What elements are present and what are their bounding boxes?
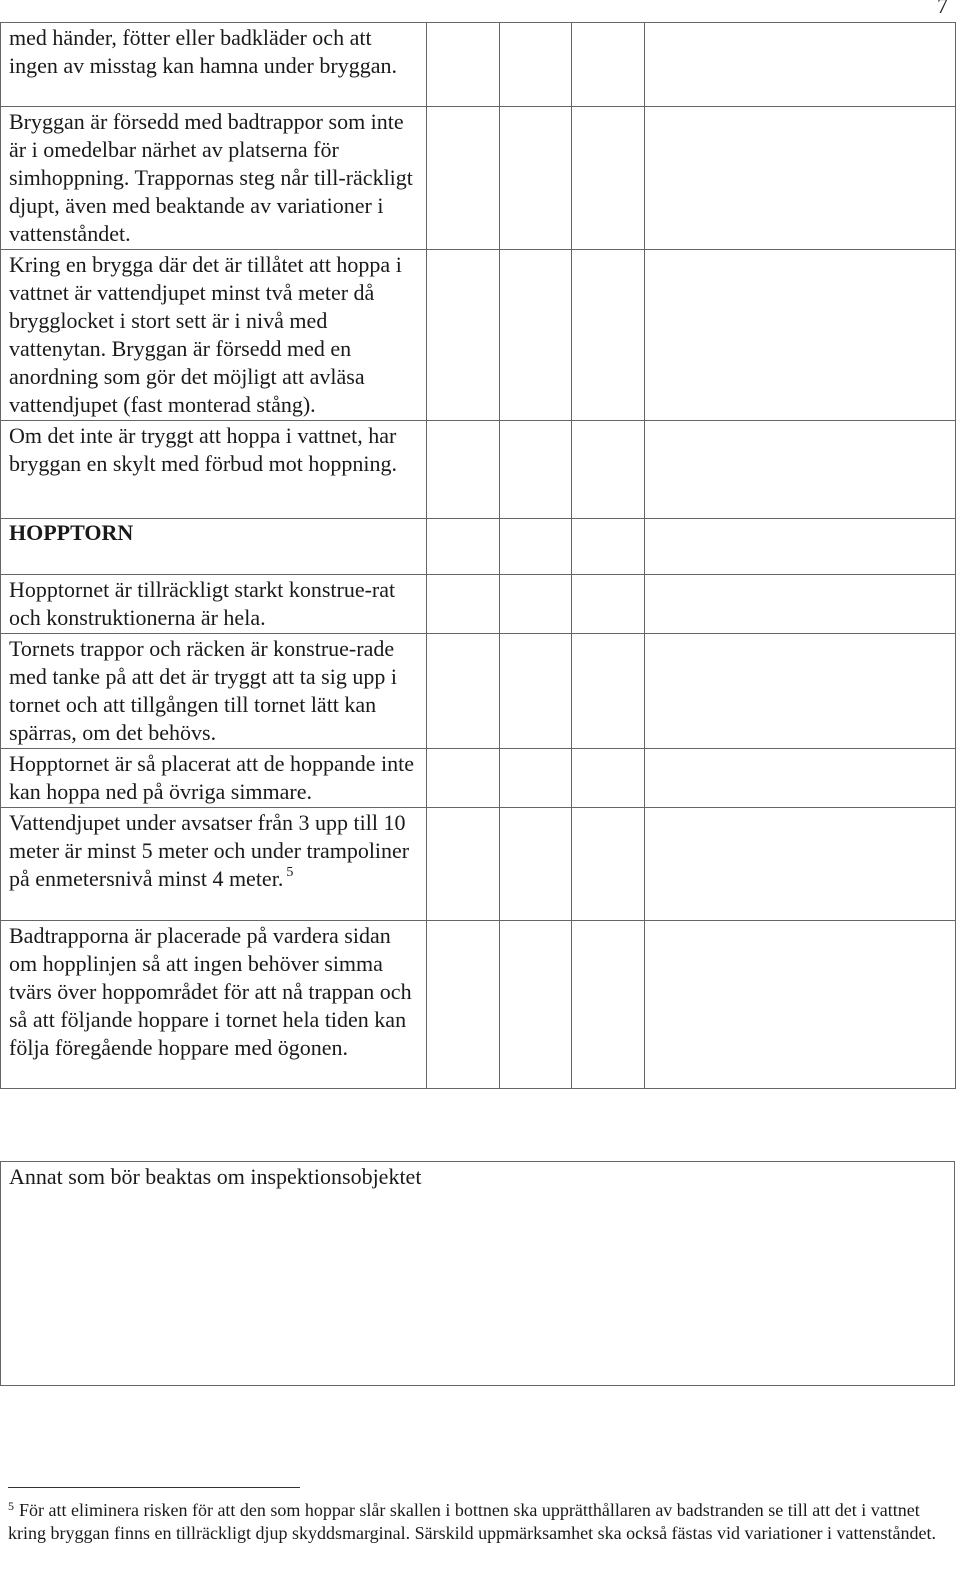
remarks-cell[interactable] <box>645 921 956 1089</box>
check-cell-no[interactable] <box>500 575 572 634</box>
check-cell-na[interactable] <box>572 23 645 107</box>
other-notes-label: Annat som bör beaktas om inspektionsobjektet <box>9 1164 422 1189</box>
check-cell-yes[interactable] <box>427 519 500 575</box>
remarks-cell[interactable] <box>645 634 956 749</box>
check-cell-no[interactable] <box>500 808 572 921</box>
check-cell-no[interactable] <box>500 921 572 1089</box>
check-cell-na[interactable] <box>572 921 645 1089</box>
remarks-cell[interactable] <box>645 421 956 519</box>
other-notes-box[interactable] <box>0 1161 955 1386</box>
table-row <box>1 107 956 250</box>
table-row <box>1 23 956 107</box>
remarks-cell[interactable] <box>645 23 956 107</box>
check-cell-na[interactable] <box>572 575 645 634</box>
footnote-number: 5 <box>8 1499 14 1513</box>
check-cell-yes[interactable] <box>427 250 500 421</box>
table-row <box>1 421 956 519</box>
check-cell-no[interactable] <box>500 250 572 421</box>
check-cell-no[interactable] <box>500 519 572 575</box>
remarks-cell[interactable] <box>645 575 956 634</box>
check-cell-yes[interactable] <box>427 421 500 519</box>
inspection-checklist-table <box>0 22 956 1089</box>
check-cell-na[interactable] <box>572 107 645 250</box>
check-cell-no[interactable] <box>500 107 572 250</box>
table-row <box>1 749 956 808</box>
check-cell-yes[interactable] <box>427 107 500 250</box>
check-cell-yes[interactable] <box>427 23 500 107</box>
footnote-divider <box>8 1487 300 1488</box>
check-cell-na[interactable] <box>572 519 645 575</box>
checklist-item-text-body: Vattendjupet under avsatser från 3 upp till 10 meter är minst 5 meter och under trampoliner på enmetersnivå minst 4 meter. <box>9 810 410 891</box>
remarks-cell[interactable] <box>645 808 956 921</box>
check-cell-yes[interactable] <box>427 575 500 634</box>
checklist-item-text: Badtrapporna är placerade på vardera sidan om hopplinjen så att ingen behöver simma tvärs över hoppområdet för att nå trappan och så att följande hoppare i tornet hela tiden kan följa föregående hoppare med ögonen. <box>1 921 427 1089</box>
remarks-cell[interactable] <box>645 519 956 575</box>
footnote <box>8 1499 943 1545</box>
check-cell-yes[interactable] <box>427 808 500 921</box>
check-cell-na[interactable] <box>572 421 645 519</box>
check-cell-yes[interactable] <box>427 921 500 1089</box>
remarks-cell[interactable] <box>645 250 956 421</box>
check-cell-no[interactable] <box>500 421 572 519</box>
checklist-item-text: med händer, fötter eller badkläder och att ingen av misstag kan hamna under bryggan. <box>1 23 427 107</box>
check-cell-yes[interactable] <box>427 634 500 749</box>
check-cell-no[interactable] <box>500 23 572 107</box>
table-row <box>1 921 956 1089</box>
check-cell-yes[interactable] <box>427 749 500 808</box>
checklist-item-text: Kring en brygga där det är tillåtet att hoppa i vattnet är vattendjupet minst två meter då brygglocket i stort sett är i nivå med vattenytan. Bryggan är försedd med en anordning som gör det möjligt att avläsa vattendjupet (fast monterad stång). <box>1 250 427 421</box>
remarks-cell[interactable] <box>645 107 956 250</box>
check-cell-na[interactable] <box>572 250 645 421</box>
footnote-reference[interactable]: 5 <box>286 865 294 880</box>
checklist-item-text <box>1 808 427 921</box>
checklist-item-text: Om det inte är tryggt att hoppa i vattnet, har bryggan en skylt med förbud mot hoppning. <box>1 421 427 519</box>
checklist-item-text: Bryggan är försedd med badtrappor som inte är i omedelbar närhet av platserna för simhoppning. Trappornas steg når till-räckligt djupt, även med beaktande av variationer i vattenståndet. <box>1 107 427 250</box>
check-cell-no[interactable] <box>500 749 572 808</box>
checklist-item-text: Hopptornet är tillräckligt starkt konstrue-rat och konstruktionerna är hela. <box>1 575 427 634</box>
table-row <box>1 250 956 421</box>
footnote-text: För att eliminera risken för att den som hoppar slår skallen i bottnen ska upprätthållaren av badstranden se till att det i vattnet kring bryggan finns en tillräckligt djup skyddsmarginal. Särskild uppmärksamhet ska också fästas vid variationer i vattenståndet. <box>8 1500 936 1543</box>
check-cell-no[interactable] <box>500 634 572 749</box>
table-row <box>1 634 956 749</box>
section-heading: HOPPTORN <box>1 519 427 575</box>
table-row <box>1 519 956 575</box>
remarks-cell[interactable] <box>645 749 956 808</box>
table-row <box>1 808 956 921</box>
page-number: 7 <box>937 0 948 18</box>
table-row <box>1 575 956 634</box>
check-cell-na[interactable] <box>572 808 645 921</box>
check-cell-na[interactable] <box>572 749 645 808</box>
checklist-item-text: Hopptornet är så placerat att de hoppande inte kan hoppa ned på övriga simmare. <box>1 749 427 808</box>
check-cell-na[interactable] <box>572 634 645 749</box>
checklist-item-text: Tornets trappor och räcken är konstrue-rade med tanke på att det är tryggt att ta sig upp i tornet och att tillgången till tornet lätt kan spärras, om det behövs. <box>1 634 427 749</box>
